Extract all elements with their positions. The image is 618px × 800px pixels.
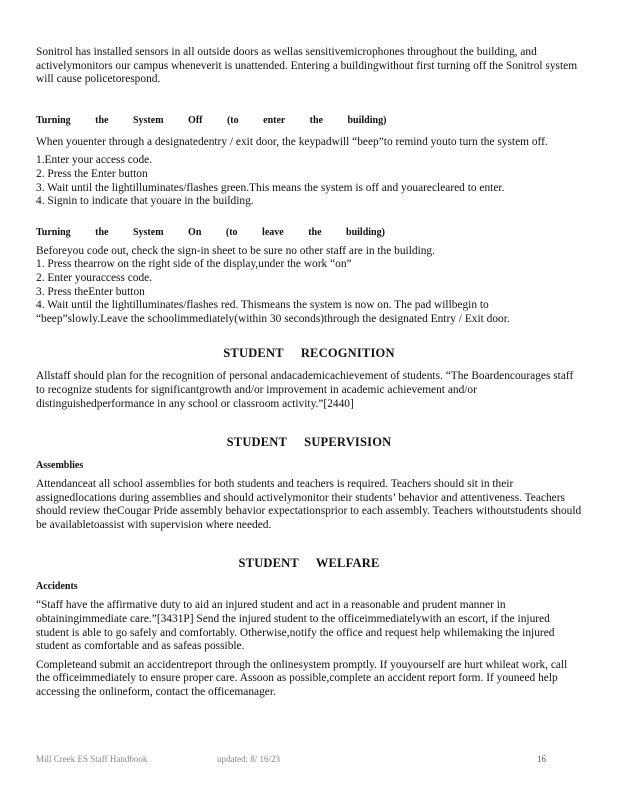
system-off-step-4: 4. Signin to indicate that youare in the building.	[36, 195, 254, 208]
supervision-heading: STUDENT SUPERVISION	[226, 435, 392, 450]
sonitrol-intro: Sonitrol has installed sensors in all outside doors as wellas sensitivemicrophones throughout the building, and activelymonitors our campus wheneverit is unattended. Entering a buildingwithout first turning off the Sonitrol system will cause policetorespond.	[36, 46, 578, 86]
assemblies-subheading: Assemblies	[36, 460, 84, 472]
system-off-step-3: 3. Wait until the lightilluminates/flashes green.This means the system is off and youarecleared to enter.	[36, 181, 505, 194]
system-off-heading: Turning the System Off (to enter the building)	[36, 114, 387, 126]
welfare-heading: STUDENT WELFARE	[238, 556, 380, 571]
system-off-intro: When youenter through a designatedentry / exit door, the keypadwill “beep”to remind youto turn the system off.	[36, 135, 548, 148]
assemblies-body: Attendanceat all school assemblies for both students and teachers is required. Teachers should sit in their assignedlocations during assemblies and should activelymonitor their students’ behavior and attentiveness. Teachers should review theCougar Pride assembly behavior expectationsprior to each assembly. Teachers withoutstudents should be availabletoassist with supervision where needed.	[36, 478, 582, 531]
system-off-step-2: 2. Press the Enter button	[36, 167, 148, 180]
system-on-step-1: 1. Press thearrow on the right side of the display,under the work “on”	[36, 258, 352, 271]
system-on-heading: Turning the System On (to leave the building)	[36, 226, 385, 238]
accidents-subheading: Accidents	[36, 581, 78, 593]
footer-updated-date: updated: 8/ 16/23	[217, 754, 280, 764]
recognition-heading: STUDENT RECOGNITION	[223, 346, 395, 361]
system-on-step-3: 3. Press theEnter button	[36, 285, 145, 298]
system-on-step-2: 2. Enter youraccess code.	[36, 271, 153, 284]
accidents-body-1: “Staff have the affirmative duty to aid an injured student and act in a reasonable and prudent manner in obtainingimmediate care.”[3431P] Send the injured student to the officeimmediatelywith an escort, if the injured student is able to go safely and comfortably. Otherwise,notify the office and request help whilemaking the injured student as comfortable and as safeas possible.	[36, 599, 555, 653]
system-off-step-1: 1.Enter your access code.	[36, 154, 153, 167]
footer-handbook-title: Mill Creek ES Staff Handbook	[36, 754, 148, 764]
system-on-step-4: 4. Wait until the lightilluminates/flashes red. Thismeans the system is now on. The pad willbegin to “beep”slowly.Leave the schoolimmediately(within 30 seconds)through the designated Entry / Exit door.	[36, 299, 510, 325]
document-page	[36, 46, 582, 700]
system-on-intro: Beforeyou code out, check the sign-in sheet to be sure no other staff are in the building.	[36, 244, 435, 257]
footer-page-number: 16	[537, 754, 546, 764]
accidents-body-2: Completeand submit an accidentreport through the onlinesystem promptly. If youyourself are hurt whileat work, call the officeimmediately to ensure proper care. Assoon as possible,complete an accident report form. If youneed help accessing the onlineform, contact the officemanager.	[36, 658, 568, 699]
recognition-body: Allstaff should plan for the recognition of personal andacademicachievement of students. “The Boardencourages staff to recognize students for significantgrowth and/or improvement in academic achievement and/or distinguishedperformance in any school or classroom activity.”[2440]	[36, 370, 574, 410]
